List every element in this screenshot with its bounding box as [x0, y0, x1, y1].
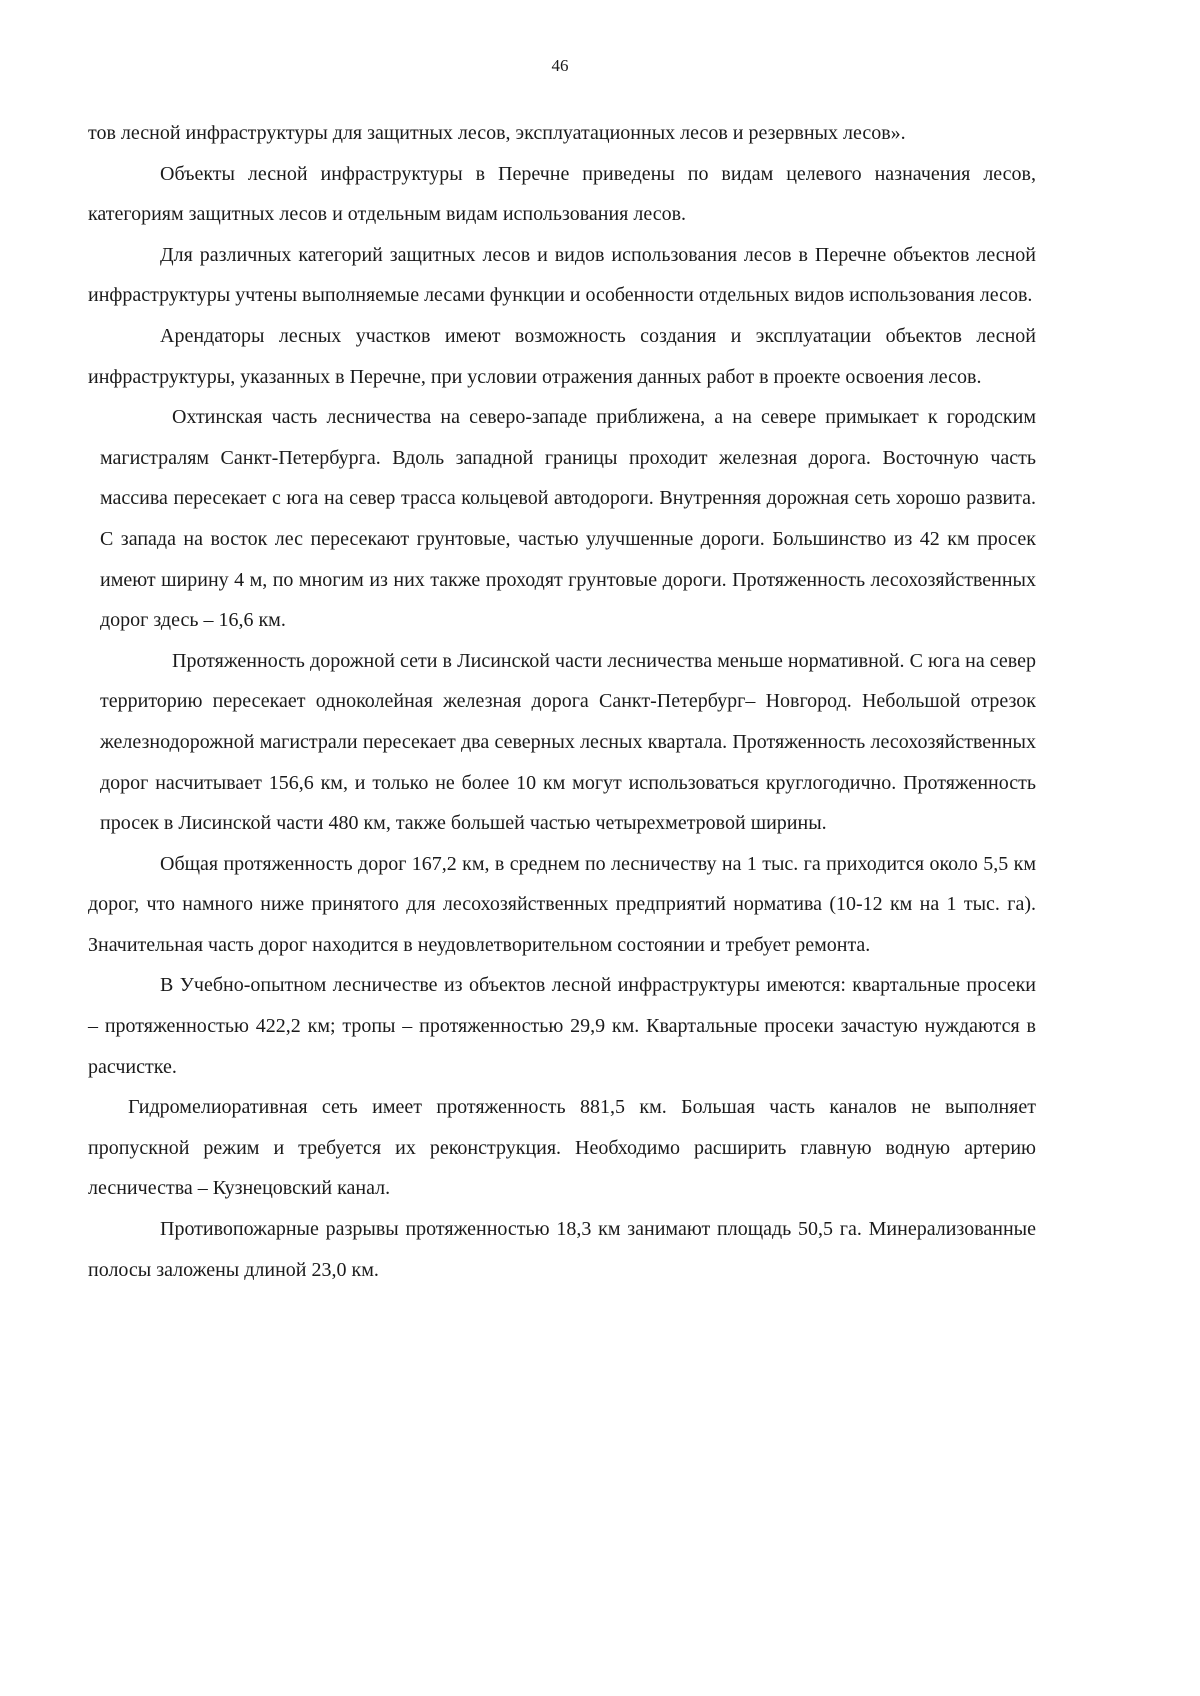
paragraph-continuation: тов лесной инфраструктуры для защитных лесов, эксплуатационных лесов и резервных лесов». — [88, 122, 906, 144]
paragraph-tenants: Арендаторы лесных участков имеют возможность создания и эксплуатации объектов лесной инфраструктуры, указанных в Перечне, при условии отражения данных работ в проекте освоения лесов. — [88, 324, 1036, 388]
paragraph-training-forestry: В Учебно-опытном лесничестве из объектов лесной инфраструктуры имеются: квартальные просеки – протяженностью 422,2 км; тропы – протяженностью 29,9 км. Квартальные просеки зачастую нуждаются в расчистке. — [88, 974, 1036, 1078]
document-body — [88, 113, 1036, 1290]
paragraph-firebreaks: Противопожарные разрывы протяженностью 18,3 км занимают площадь 50,5 га. Минерализованные полосы заложены длиной 23,0 км. — [88, 1218, 1036, 1281]
paragraph-okhta-part: Охтинская часть лесничества на северо-западе приближена, а на севере примыкает к городским магистралям Санкт-Петербурга. Вдоль западной границы проходит железная дорога. Восточную часть массива пересекает с юга на север трасса кольцевой автодороги. Внутренняя дорожная сеть хорошо развита. С запада на восток лес пересекают грунтовые, частью улучшенные дороги. Большинство из 42 км просек имеют ширину 4 м, по многим из них также проходят грунтовые дороги. Протяженность лесохозяйственных дорог здесь – 16,6 км. — [100, 406, 1036, 632]
paragraph-protective-forest-categories: Для различных категорий защитных лесов и видов использования лесов в Перечне объектов лесной инфраструктуры учтены выполняемые лесами функции и особенности отдельных видов использования лесов. — [88, 243, 1036, 307]
paragraph-infrastructure-objects: Объекты лесной инфраструктуры в Перечне приведены по видам целевого назначения лесов, категориям защитных лесов и отдельным видам использования лесов. — [88, 162, 1036, 226]
paragraph-lisino-part: Протяженность дорожной сети в Лисинской части лесничества меньше нормативной. С юга на север территорию пересекает одноколейная железная дорога Санкт-Петербург– Новгород. Небольшой отрезок железнодорожной магистрали пересекает два северных лесных квартала. Протяженность лесохозяйственных дорог насчитывает 156,6 км, и только не более 10 км могут использоваться круглогодично. Протяженность просек в Лисинской части 480 км, также большей частью четырехметровой ширины. — [100, 649, 1036, 835]
paragraph-hydromelioration: Гидромелиоративная сеть имеет протяженность 881,5 км. Большая часть каналов не выполняет пропускной режим и требуется их реконструкция. Необходимо расширить главную водную артерию лесничества – Кузнецовский канал. — [88, 1096, 1036, 1200]
page-number: 46 — [551, 56, 569, 75]
paragraph-total-roads: Общая протяженность дорог 167,2 км, в среднем по лесничеству на 1 тыс. га приходится около 5,5 км дорог, что намного ниже принятого для лесохозяйственных предприятий норматива (10-12 км на 1 тыс. га). Значительная часть дорог находится в неудовлетворительном состоянии и требует ремонта. — [88, 852, 1036, 956]
